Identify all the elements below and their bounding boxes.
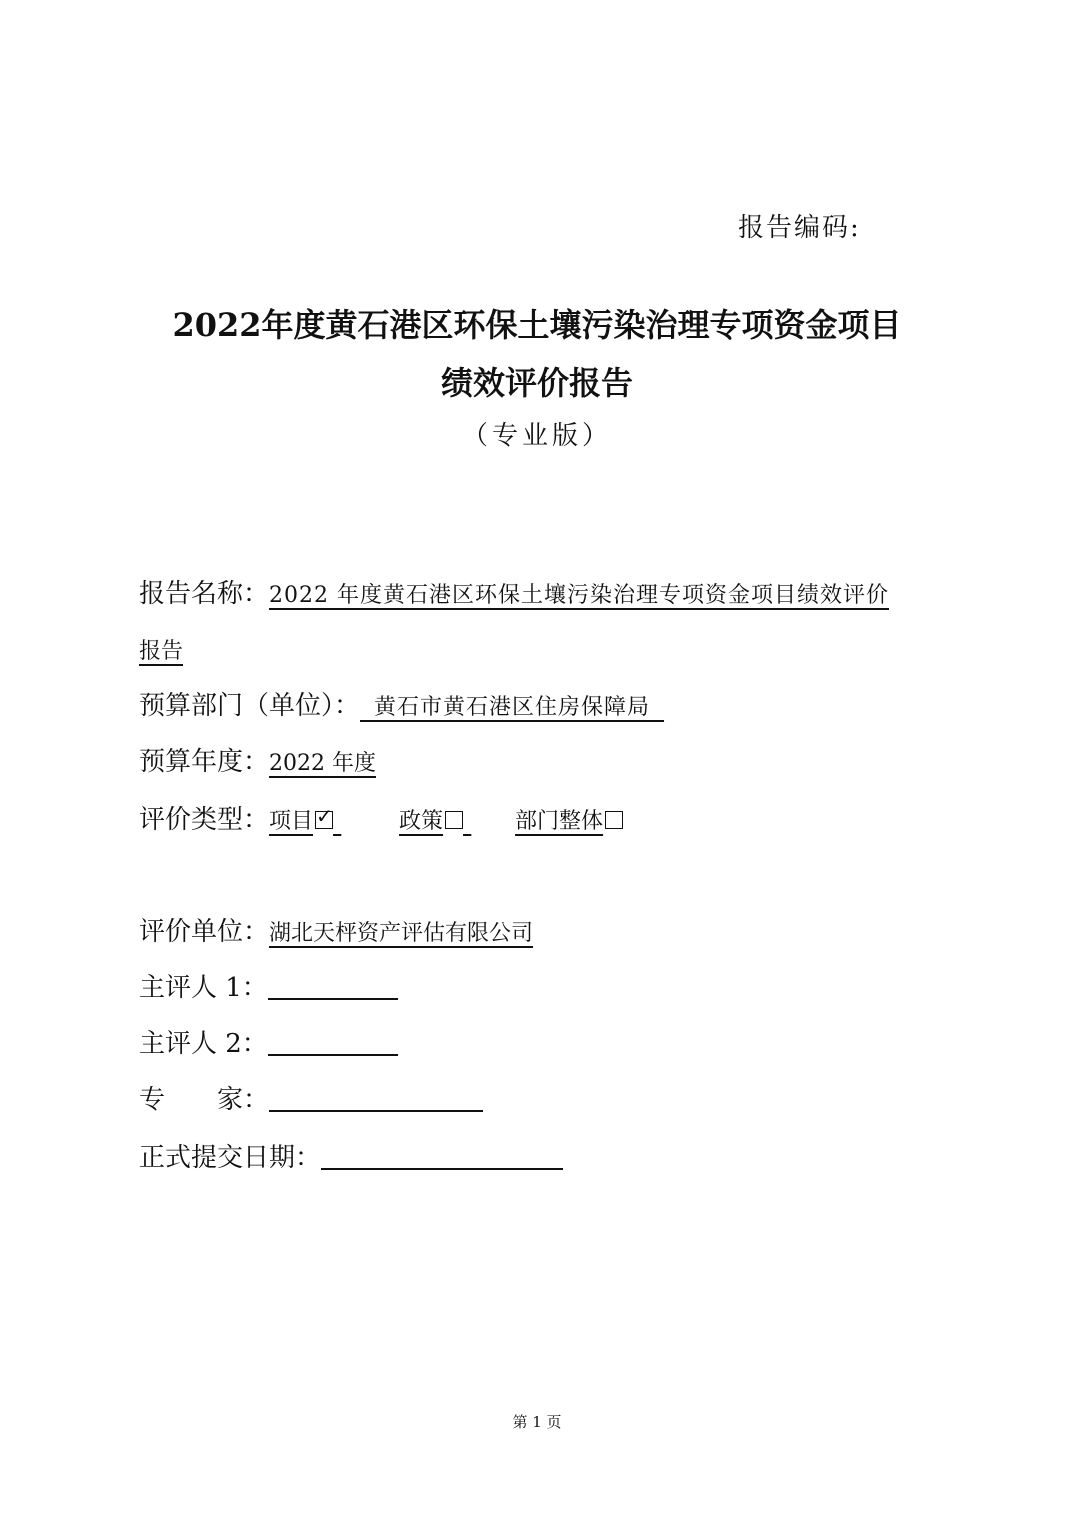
budget-year-row [139, 742, 376, 782]
type-option-department-label: 部门整体 [515, 809, 604, 834]
budget-dept-value [360, 695, 664, 720]
submit-date-label: 正式提交日期： [139, 1143, 322, 1173]
type-option-policy [399, 809, 463, 834]
reviewer-1-blank[interactable] [268, 970, 398, 1000]
report-code-label: 报告编码: [738, 213, 861, 243]
expert-row [139, 1080, 483, 1120]
report-name-row [139, 574, 889, 614]
evaluation-unit-value: 湖北天枰资产评估有限公司 [269, 921, 534, 946]
checkmark-icon: ✓ [316, 804, 333, 828]
report-name-value-continued: 报告 [139, 639, 184, 664]
report-edition: （专业版） [461, 421, 612, 451]
expert-blank[interactable] [269, 1082, 483, 1112]
submit-date-blank[interactable] [321, 1140, 563, 1170]
report-title-line-2: 绩效评价报告 [440, 364, 633, 402]
report-title-line-1: 2022年度黄石港区环保土壤污染治理专项资金项目 [172, 306, 902, 344]
expert-label: 专 家： [139, 1085, 270, 1115]
type-option-project-label: 项目 [269, 809, 314, 834]
budget-dept-label: 预算部门（单位）： [139, 691, 361, 721]
evaluation-type-label: 评价类型： [139, 805, 270, 835]
reviewer-2-row [139, 1024, 398, 1064]
type-option-department [515, 809, 623, 834]
report-name-value: 2022 年度黄石港区环保土壤污染治理专项资金项目绩效评价 [269, 583, 889, 608]
evaluation-unit-label: 评价单位： [139, 917, 270, 947]
report-name-row-continued [139, 630, 183, 670]
page-number: 第 1 页 [512, 1413, 562, 1431]
evaluation-unit-row [139, 912, 533, 952]
project-checkbox[interactable] [315, 804, 333, 829]
submit-date-row [139, 1138, 563, 1178]
reviewer-1-row [139, 968, 398, 1008]
type-option-policy-label: 政策 [399, 809, 444, 834]
budget-dept-row [139, 686, 664, 726]
budget-dept-text: 黄石市黄石港区住房保障局 [374, 695, 651, 720]
department-checkbox[interactable] [605, 811, 623, 829]
policy-checkbox[interactable] [445, 811, 463, 829]
report-name-label: 报告名称： [139, 579, 270, 609]
reviewer-1-label: 主评人 1： [139, 973, 268, 1003]
reviewer-2-label: 主评人 2： [139, 1029, 268, 1059]
evaluation-type-row [139, 800, 623, 840]
budget-year-value: 2022 年度 [269, 751, 376, 776]
reviewer-2-blank[interactable] [268, 1026, 398, 1056]
budget-year-label: 预算年度： [139, 747, 270, 777]
type-option-project [269, 804, 333, 834]
